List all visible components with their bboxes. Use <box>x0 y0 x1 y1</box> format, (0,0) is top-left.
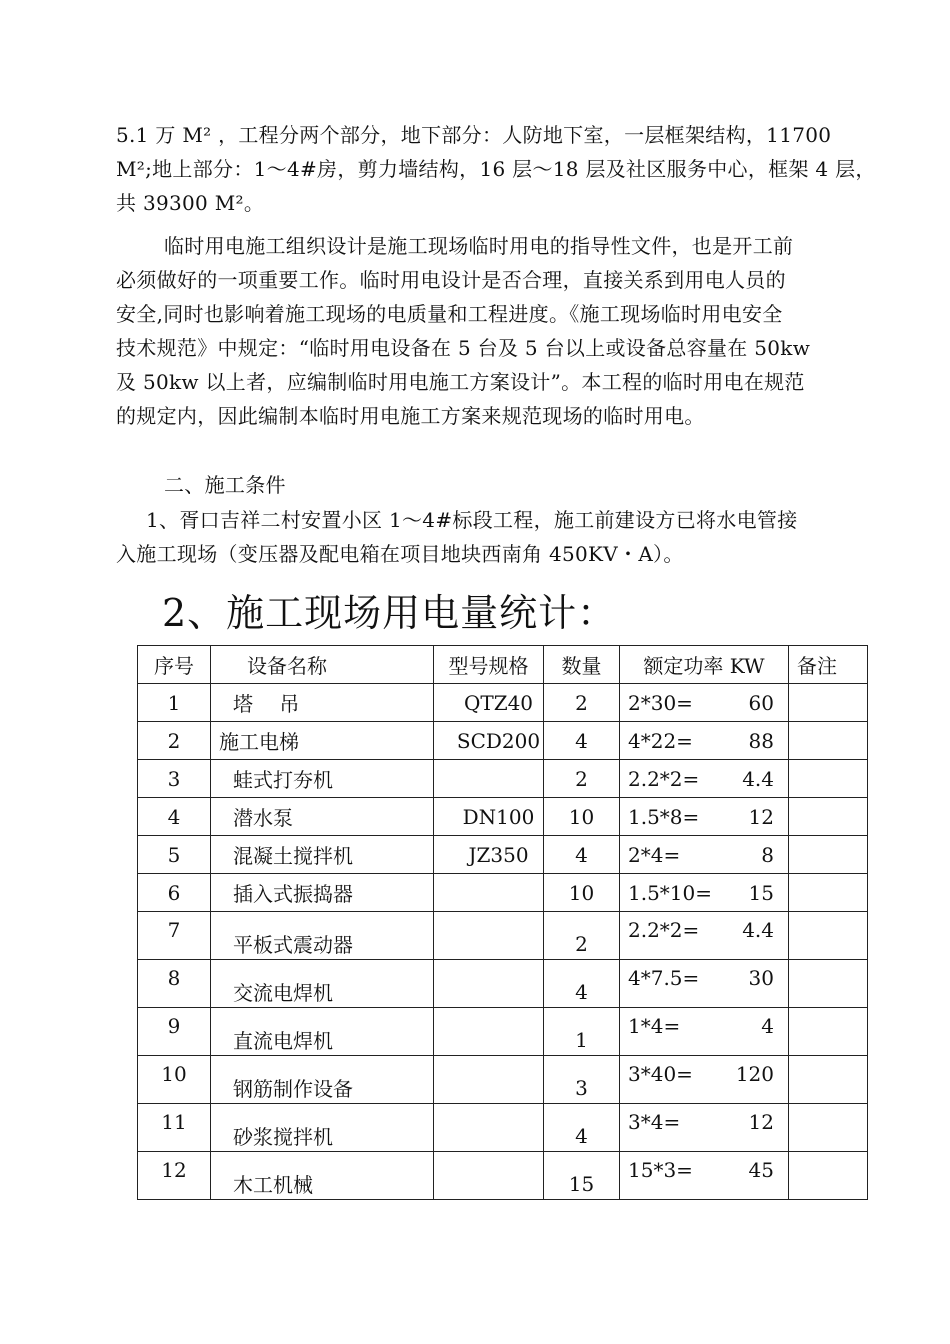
cell-note <box>789 1152 868 1200</box>
cell-no <box>138 1152 211 1200</box>
cell-text: 平板式震动器 <box>233 933 353 957</box>
power-value: 4 <box>761 1013 774 1038</box>
power-value: 60 <box>748 690 774 715</box>
cell-text: 蛙式打夯机 <box>233 768 333 792</box>
cell-no <box>138 1008 211 1056</box>
text-line: 5.1 万 M² ，工程分两个部分，地下部分：人防地下室，一层框架结构，11700 <box>116 123 832 147</box>
power-value: 4.4 <box>742 917 774 942</box>
cell-text: 15 <box>568 1171 595 1196</box>
cell-equipment-name <box>211 1008 434 1056</box>
section-heading <box>116 468 856 502</box>
cell-text: 9 <box>167 1013 181 1038</box>
cell-quantity <box>544 722 620 760</box>
cell-text: 1 <box>575 1027 588 1052</box>
cell-note <box>789 798 868 836</box>
cell-quantity <box>544 960 620 1008</box>
header-cell: 数量 <box>544 646 620 684</box>
cell-model <box>434 960 544 1008</box>
power-value: 30 <box>748 965 774 990</box>
cell-equipment-name <box>211 1056 434 1104</box>
cell-text: 施工电梯 <box>219 730 299 754</box>
cell-text: 4 <box>167 804 181 829</box>
text-line: M²;地上部分：1～4#房，剪力墙结构，16 层～18 层及社区服务中心，框架 4 层， <box>116 157 876 181</box>
cell-model <box>434 1104 544 1152</box>
cell-model <box>434 874 544 912</box>
cell-text: 10 <box>568 804 595 829</box>
cell-rated-power <box>620 912 789 960</box>
cell-equipment-name <box>211 722 434 760</box>
cell-text <box>479 972 499 996</box>
cell-equipment-name <box>211 836 434 874</box>
cell-quantity <box>544 760 620 798</box>
cell-note <box>789 912 868 960</box>
cell-model <box>434 1056 544 1104</box>
table-row <box>138 760 868 798</box>
cell-no <box>138 912 211 960</box>
cell-rated-power <box>620 1152 789 1200</box>
header-cell: 备注 <box>789 646 868 684</box>
power-formula: 1*4= <box>628 1013 681 1038</box>
cell-text: 2 <box>575 766 588 791</box>
cell-quantity <box>544 1008 620 1056</box>
cell-model <box>434 722 544 760</box>
power-formula: 1.5*10= <box>628 880 713 905</box>
cell-text <box>479 881 499 905</box>
cell-text: 11 <box>161 1109 187 1134</box>
cell-text <box>479 924 499 948</box>
paragraph-construction-conditions <box>116 503 876 571</box>
cell-note <box>789 960 868 1008</box>
cell-no <box>138 798 211 836</box>
cell-equipment-name <box>211 874 434 912</box>
cell-text: JZ350 <box>468 842 529 867</box>
power-formula: 2.2*2= <box>628 766 700 791</box>
text-line: 的规定内，因此编制本临时用电施工方案来规范现场的临时用电。 <box>116 404 705 428</box>
table-row <box>138 1056 868 1104</box>
cell-equipment-name <box>211 960 434 1008</box>
cell-no <box>138 874 211 912</box>
cell-no <box>138 1056 211 1104</box>
cell-quantity <box>544 1152 620 1200</box>
cell-note <box>789 722 868 760</box>
power-formula: 1.5*8= <box>628 804 700 829</box>
table-row <box>138 960 868 1008</box>
cell-rated-power <box>620 1056 789 1104</box>
cell-quantity <box>544 798 620 836</box>
text-line: 技术规范》中规定：“临时用电设备在 5 台及 5 台以上或设备总容量在 50kw <box>116 336 811 360</box>
power-value: 12 <box>748 804 774 829</box>
header-cell: 序号 <box>138 646 211 684</box>
power-value: 88 <box>748 728 774 753</box>
power-value: 120 <box>735 1061 774 1086</box>
text-line: 必须做好的一项重要工作。临时用电设计是否合理，直接关系到用电人员的 <box>116 268 786 292</box>
cell-text: 5 <box>167 842 181 867</box>
cell-quantity <box>544 874 620 912</box>
text-line: 临时用电施工组织设计是施工现场临时用电的指导性文件，也是开工前 <box>164 234 794 258</box>
cell-rated-power <box>620 760 789 798</box>
cell-text: 交流电焊机 <box>233 981 333 1005</box>
cell-note <box>789 1008 868 1056</box>
cell-text: 插入式振捣器 <box>233 882 353 906</box>
cell-text: 潜水泵 <box>233 806 293 830</box>
power-value: 4.4 <box>742 766 774 791</box>
cell-text: 2 <box>575 690 588 715</box>
cell-rated-power <box>620 722 789 760</box>
cell-model <box>434 760 544 798</box>
cell-text: 木工机械 <box>233 1173 313 1197</box>
cell-text: 4 <box>575 979 588 1004</box>
cell-no <box>138 722 211 760</box>
cell-note <box>789 836 868 874</box>
cell-text: 4 <box>575 842 588 867</box>
table-row <box>138 1104 868 1152</box>
table-header-row <box>138 646 868 684</box>
cell-note <box>789 1104 868 1152</box>
power-value: 8 <box>761 842 774 867</box>
cell-text: DN100 <box>462 804 535 829</box>
cell-rated-power <box>620 960 789 1008</box>
cell-no <box>138 684 211 722</box>
table-row <box>138 722 868 760</box>
cell-rated-power <box>620 836 789 874</box>
page-title: 2、施工现场用电量统计： <box>162 591 617 635</box>
table-row <box>138 874 868 912</box>
table-row <box>138 912 868 960</box>
power-formula: 2*30= <box>628 690 693 715</box>
cell-no <box>138 1104 211 1152</box>
cell-text: 8 <box>167 965 181 990</box>
cell-equipment-name <box>211 798 434 836</box>
power-value: 45 <box>748 1157 774 1182</box>
header-cell: 型号规格 <box>434 646 544 684</box>
cell-rated-power <box>620 798 789 836</box>
cell-rated-power <box>620 1104 789 1152</box>
table-row <box>138 684 868 722</box>
cell-text <box>479 767 499 791</box>
power-usage-table <box>137 645 868 1200</box>
cell-note <box>789 760 868 798</box>
cell-equipment-name <box>211 1152 434 1200</box>
cell-text <box>479 1020 499 1044</box>
cell-no <box>138 960 211 1008</box>
power-formula: 2*4= <box>628 842 681 867</box>
cell-model <box>434 684 544 722</box>
cell-quantity <box>544 912 620 960</box>
cell-rated-power <box>620 1008 789 1056</box>
text-line: 共 39300 M²。 <box>116 191 265 215</box>
cell-quantity <box>544 684 620 722</box>
cell-model <box>434 798 544 836</box>
cell-text: 2 <box>167 728 181 753</box>
cell-quantity <box>544 1056 620 1104</box>
cell-text: 3 <box>575 1075 588 1100</box>
cell-model <box>434 912 544 960</box>
paragraph-design-purpose <box>116 229 856 433</box>
text-line: 安全,同时也影响着施工现场的电质量和工程进度。《施工现场临时用电安全 <box>116 302 783 326</box>
cell-text: QTZ40 <box>463 690 534 715</box>
cell-text: 10 <box>568 880 595 905</box>
cell-text: 钢筋制作设备 <box>233 1077 353 1101</box>
cell-no <box>138 760 211 798</box>
power-formula: 4*7.5= <box>628 965 700 990</box>
paragraph-project-scale <box>116 118 876 220</box>
cell-model <box>434 836 544 874</box>
cell-note <box>789 874 868 912</box>
header-cell: 额定功率 KW <box>620 646 789 684</box>
cell-text: 砂浆搅拌机 <box>233 1125 333 1149</box>
power-formula: 3*4= <box>628 1109 681 1134</box>
cell-text: 12 <box>161 1157 187 1182</box>
table-body <box>138 684 868 1200</box>
text-line: 及 50kw 以上者，应编制临时用电施工方案设计”。本工程的临时用电在规范 <box>116 370 805 394</box>
cell-text: 1 <box>167 690 181 715</box>
cell-note <box>789 1056 868 1104</box>
table-row <box>138 1008 868 1056</box>
power-formula: 2.2*2= <box>628 917 700 942</box>
cell-text: 4 <box>575 728 588 753</box>
cell-text: 7 <box>167 917 181 942</box>
cell-equipment-name <box>211 1104 434 1152</box>
cell-model <box>434 1152 544 1200</box>
table-row <box>138 1152 868 1200</box>
cell-text <box>479 1068 499 1092</box>
cell-text <box>479 1116 499 1140</box>
header-cell: 设备名称 <box>211 646 434 684</box>
power-formula: 15*3= <box>628 1157 693 1182</box>
cell-equipment-name <box>211 684 434 722</box>
cell-equipment-name <box>211 760 434 798</box>
cell-rated-power <box>620 874 789 912</box>
power-value: 12 <box>748 1109 774 1134</box>
cell-rated-power <box>620 684 789 722</box>
power-formula: 3*40= <box>628 1061 693 1086</box>
section-heading-text: 二、施工条件 <box>164 473 286 497</box>
cell-text: 4 <box>575 1123 588 1148</box>
cell-equipment-name <box>211 912 434 960</box>
cell-text: 直流电焊机 <box>233 1029 333 1053</box>
cell-quantity <box>544 836 620 874</box>
cell-note <box>789 684 868 722</box>
cell-text: 混凝土搅拌机 <box>233 844 353 868</box>
table-row <box>138 798 868 836</box>
cell-quantity <box>544 1104 620 1152</box>
text-line: 入施工现场（变压器及配电箱在项目地块西南角 450KV・A）。 <box>116 542 684 566</box>
power-formula: 4*22= <box>628 728 693 753</box>
cell-text: 6 <box>167 880 181 905</box>
power-value: 15 <box>748 880 774 905</box>
cell-model <box>434 1008 544 1056</box>
cell-text: 10 <box>161 1061 187 1086</box>
cell-text: 3 <box>167 766 181 791</box>
table-row <box>138 836 868 874</box>
cell-text: SCD200 <box>456 728 541 753</box>
cell-text: 塔 吊 <box>233 692 300 716</box>
text-line: 1、胥口吉祥二村安置小区 1～4#标段工程，施工前建设方已将水电管接 <box>146 508 798 532</box>
cell-text <box>479 1164 499 1188</box>
cell-no <box>138 836 211 874</box>
cell-text: 2 <box>575 931 588 956</box>
